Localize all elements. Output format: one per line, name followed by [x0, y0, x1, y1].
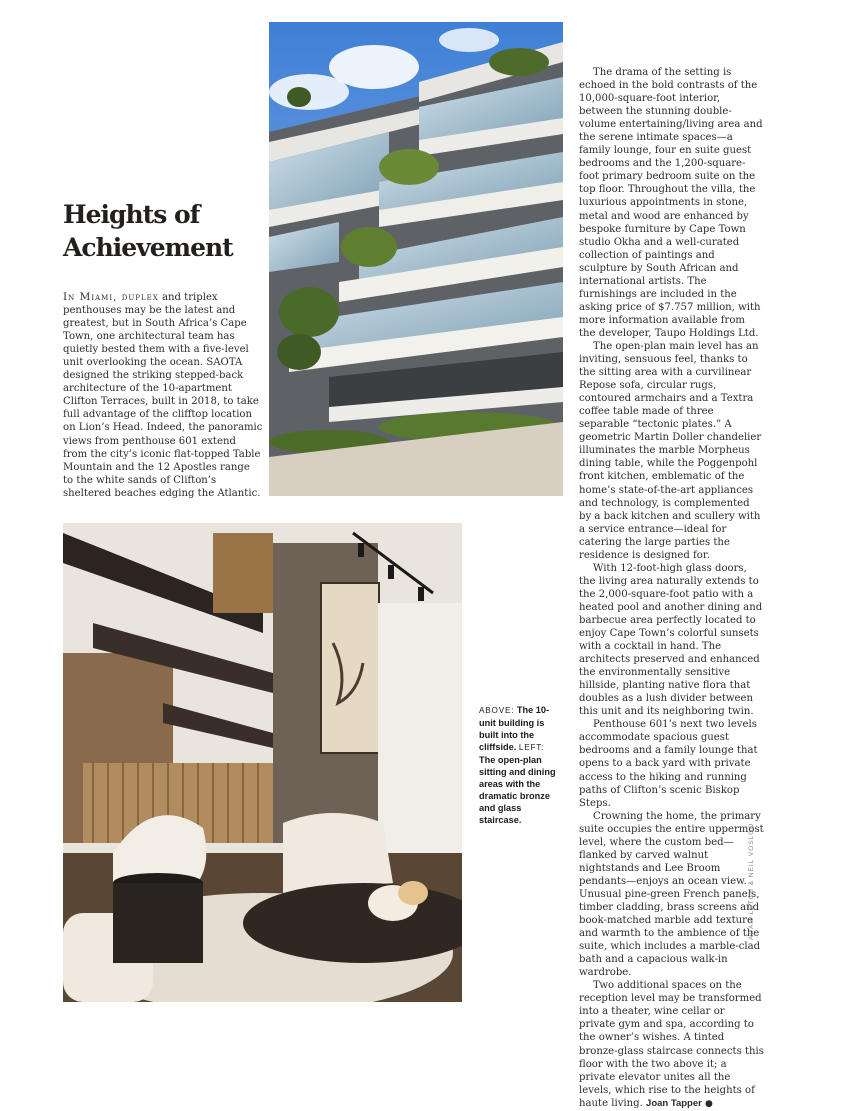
byline: Joan Tapper	[646, 1097, 702, 1109]
end-mark: ●	[705, 1098, 713, 1109]
title-line-2: Achievement	[63, 233, 233, 262]
intro-lead: In Miami, duplex	[63, 291, 159, 303]
caption-text-above: The 10-unit building is built into the cliffside.	[479, 705, 550, 752]
interior-photo	[63, 523, 462, 1002]
photo-credit: ADAM LETCH & NEIL VOSLOO	[748, 822, 755, 940]
intro-paragraph	[63, 291, 263, 500]
body-paragraph: The drama of the setting is echoed in the bold contrasts of the 10,000-square-foot interior, between the stunning double-volume entertaining/living area and the serene intimate spaces—a family lounge, four en suite guest bedrooms and the 1,200-square-foot primary bedroom suite on the top floor. Throughout the villa, the luxurious appointments in stone, metal and wood are enhanced by bespoke furniture by Cape Town studio Okha and a well-curated collection of paintings and sculpture by South African and international artists. The furnishings are included in the asking price of $7.757 million, with more information available from the developer, Taupo Holdings Ltd.	[579, 67, 763, 339]
body-paragraph-last	[579, 979, 764, 1110]
photo-caption	[479, 704, 561, 826]
body-paragraph: Penthouse 601’s next two levels accommodate spacious guest bedrooms and a family lounge that opens to a back yard with private access to the hiking and running paths of Clifton’s scenic Biskop Steps.	[579, 719, 758, 809]
caption-text-left: The open-plan sitting and dining areas with the dramatic bronze and glass staircase.	[479, 755, 556, 825]
caption-label-above: ABOVE:	[479, 706, 515, 715]
article-body	[579, 66, 764, 1111]
body-paragraph: The open-plan main level has an inviting, sensuous feel, thanks to the sitting area with a curvilinear Repose sofa, circular rugs, contoured armchairs and a Textra coffee table made of three separable “tectonic plates.” A geometric Martin Doller chandelier illuminates the marble Morpheus dining table, while the Poggenpohl front kitchen, emblematic of the home’s state-of-the-art appliances and technology, is complemented by a back kitchen and scullery with a service entrance—ideal for catering the large parties the residence is designed for.	[579, 340, 762, 561]
intro-text: and triplex penthouses may be the latest and greatest, but in South Africa’s Cape Town, one architectural team has quietly bested them with a five-level unit overlooking the ocean. SAOTA designed the striking stepped-back architecture of the 10-apartment Clifton Terraces, built in 2018, to take full advantage of the clifftop location on Lion’s Head. Indeed, the panoramic views from penthouse 601 extend from the city’s iconic flat-topped Table Mountain and the 12 Apostles range to the white sands of Clifton’s sheltered beaches edging the Atlantic.	[63, 292, 263, 499]
building-photo	[269, 22, 563, 496]
body-paragraph: Crowning the home, the primary suite occupies the entire uppermost level, where the custom bed—flanked by carved walnut nightstands and Lee Broom pendants—enjoys an ocean view. Unusual pine-green French panels, timber cladding, brass screens and book-matched marble add texture and warmth to the ambience of the suite, which includes a marble-clad bath and a capacious walk-in wardrobe.	[579, 810, 764, 979]
title-line-1: Heights of	[63, 200, 200, 229]
last-paragraph-text: Two additional spaces on the reception level may be transformed into a theater, wine cellar or private gym and spa, according to the owner’s wishes. A tinted bronze-glass staircase connects this floor with the two above it; a private elevator unites all the levels, which rise to the heights of haute living.	[579, 980, 764, 1109]
article-title	[63, 198, 263, 264]
body-paragraph: With 12-foot-high glass doors, the living area naturally extends to the 2,000-square-foot patio with a heated pool and another dining and barbecue area perfectly located to enjoy Cape Town’s colorful sunsets with a cocktail in hand. The architects preserved and enhanced the environmentally sensitive hillside, planting native flora that doubles as a lush divider between this unit and its neighboring twin.	[579, 562, 763, 718]
caption-label-left: LEFT:	[518, 743, 545, 752]
